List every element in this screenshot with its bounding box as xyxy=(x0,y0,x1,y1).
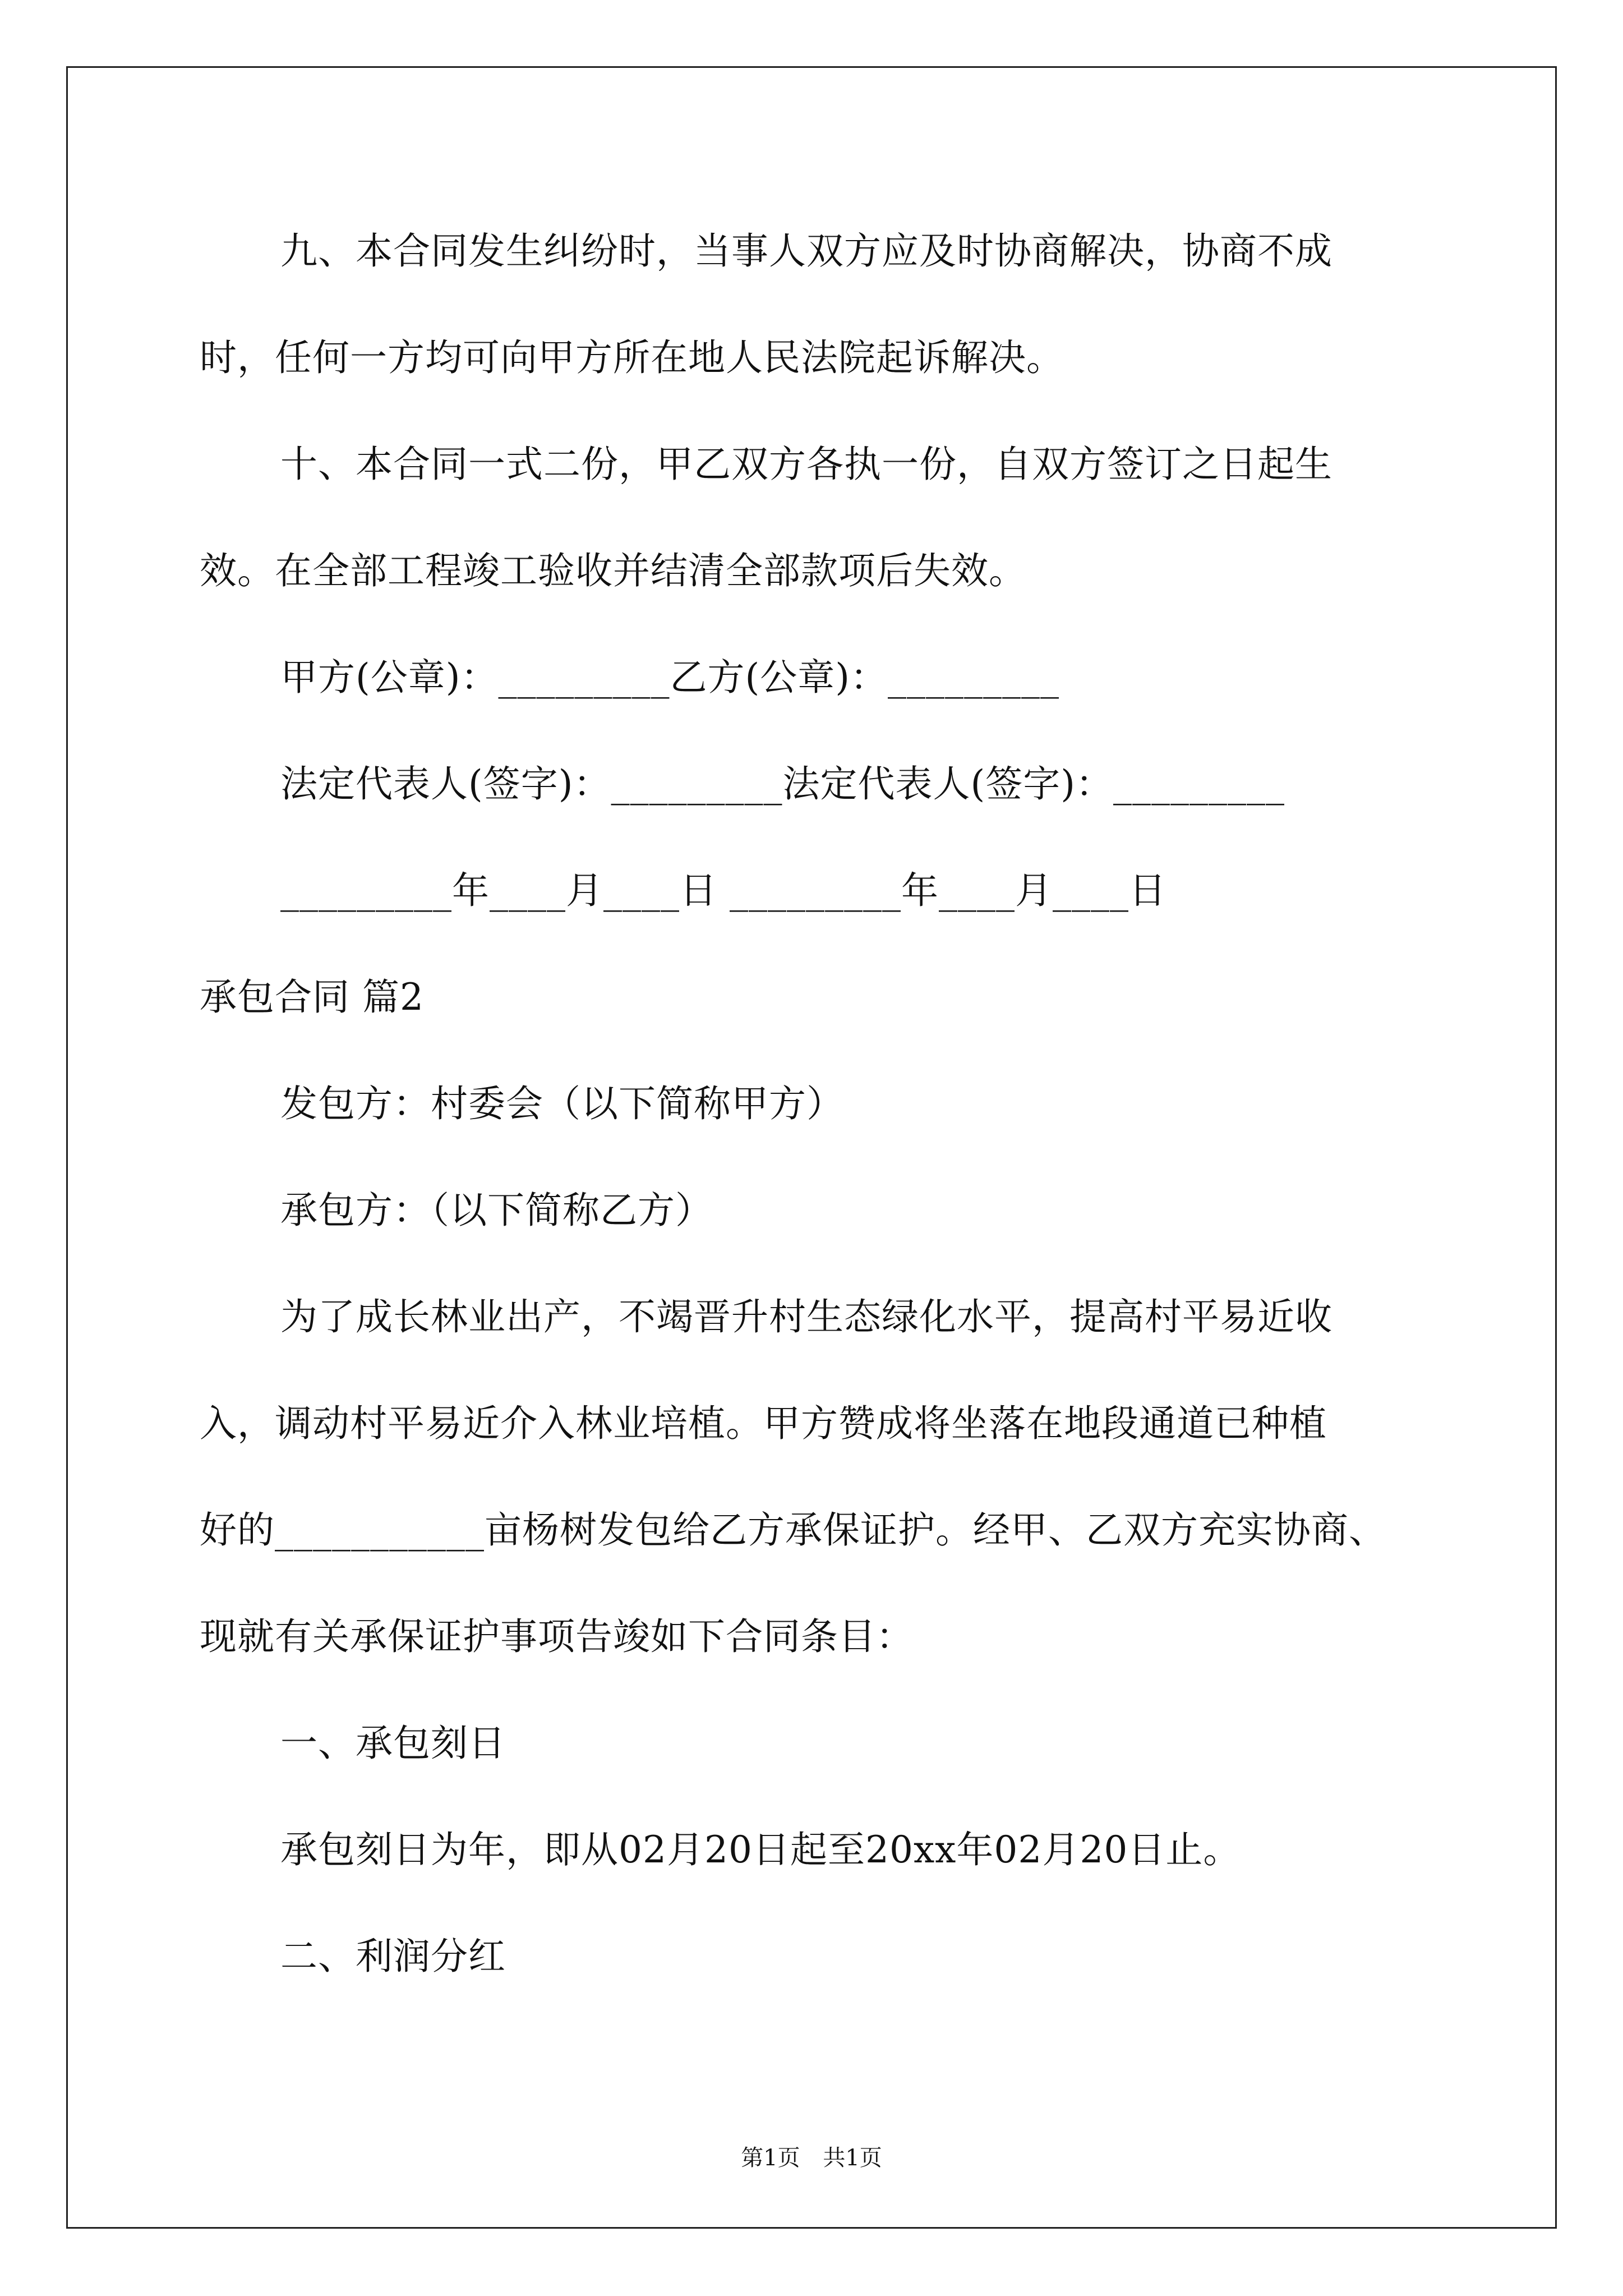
clause-10-line-2: 效。在全部工程竣工验收并结清全部款项后失效。 xyxy=(200,549,1026,592)
clause-9-line-1: 九、本合同发生纠纷时，当事人双方应及时协商解决，协商不成 xyxy=(280,229,1332,273)
page-number: 第1页 xyxy=(741,2145,800,2171)
contractor-line: 承包方：（以下简称乙方） xyxy=(280,1189,713,1232)
legal-representative-line: 法定代表人(签字)：_________法定代表人(签字)：_________ xyxy=(280,762,1285,806)
signature-date-line: _________年____月____日 _________年____月____日 xyxy=(280,869,1166,912)
intro-paragraph-line-3: 好的___________亩杨树发包给乙方承保证护。经甲、乙双方充实协商、 xyxy=(200,1508,1386,1552)
intro-paragraph-line-1: 为了成长林业出产，不竭晋升村生态绿化水平，提高村平易近收 xyxy=(280,1295,1332,1338)
intro-paragraph-line-2: 入，调动村平易近介入林业培植。甲方赞成将坐落在地段通道已种植 xyxy=(200,1402,1327,1445)
section-heading: 承包合同 篇2 xyxy=(200,976,424,1019)
page-total: 共1页 xyxy=(823,2145,882,2171)
clause-9-line-2: 时，任何一方均可向甲方所在地人民法院起诉解决。 xyxy=(200,336,1064,379)
term-heading: 一、承包刻日 xyxy=(280,1722,506,1765)
profit-heading: 二、利润分红 xyxy=(280,1935,506,1978)
clause-10-line-1: 十、本合同一式二份，甲乙双方各执一份，自双方签订之日起生 xyxy=(280,443,1332,486)
party-seal-line: 甲方(公章)：_________乙方(公章)：_________ xyxy=(280,656,1059,699)
page-footer xyxy=(0,2144,1623,2172)
term-content: 承包刻日为年，即从02月20日起至20xx年02月20日止。 xyxy=(280,1828,1241,1871)
contractor-issuer-line: 发包方：村委会（以下简称甲方） xyxy=(280,1082,844,1125)
page-border xyxy=(66,66,1557,2229)
intro-paragraph-line-4: 现就有关承保证护事项告竣如下合同条目： xyxy=(200,1615,914,1658)
